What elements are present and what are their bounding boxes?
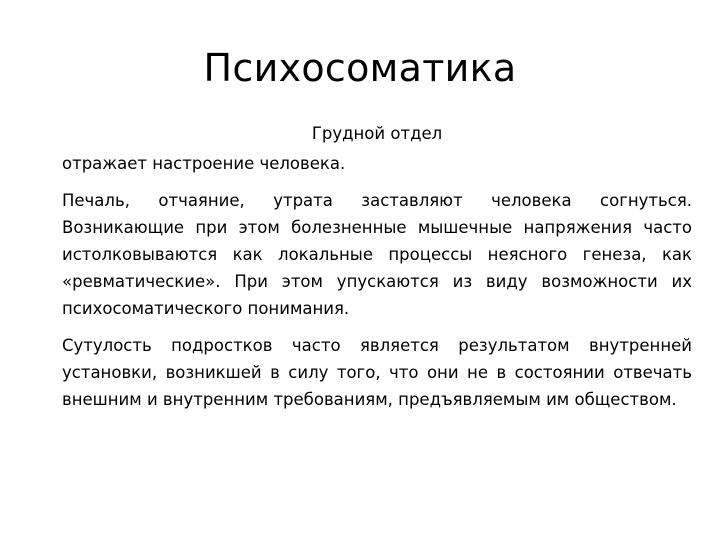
paragraph-intro: отражает настроение человека. [62,154,346,173]
slide-body [62,120,692,423]
paragraph-sadness: Печаль, отчаяние, утрата заставляют человека согнуться. Возникающие при этом болезненные мышечные напряжения часто истолковываются как локальные процессы неясного генеза, как «ревматические». При этом упускаются из виду возможности их психосоматического понимания. [62,191,692,318]
slide-title: Психосоматика [203,46,517,90]
slide-subtitle: Грудной отдел [311,124,443,143]
paragraph-stoop: Сутулость подростков часто является результатом внутренней установки, возникшей в силу того, что они не в состоянии отвечать внешним и внутренним требованиям, предъявляемым им обществом. [62,336,692,409]
